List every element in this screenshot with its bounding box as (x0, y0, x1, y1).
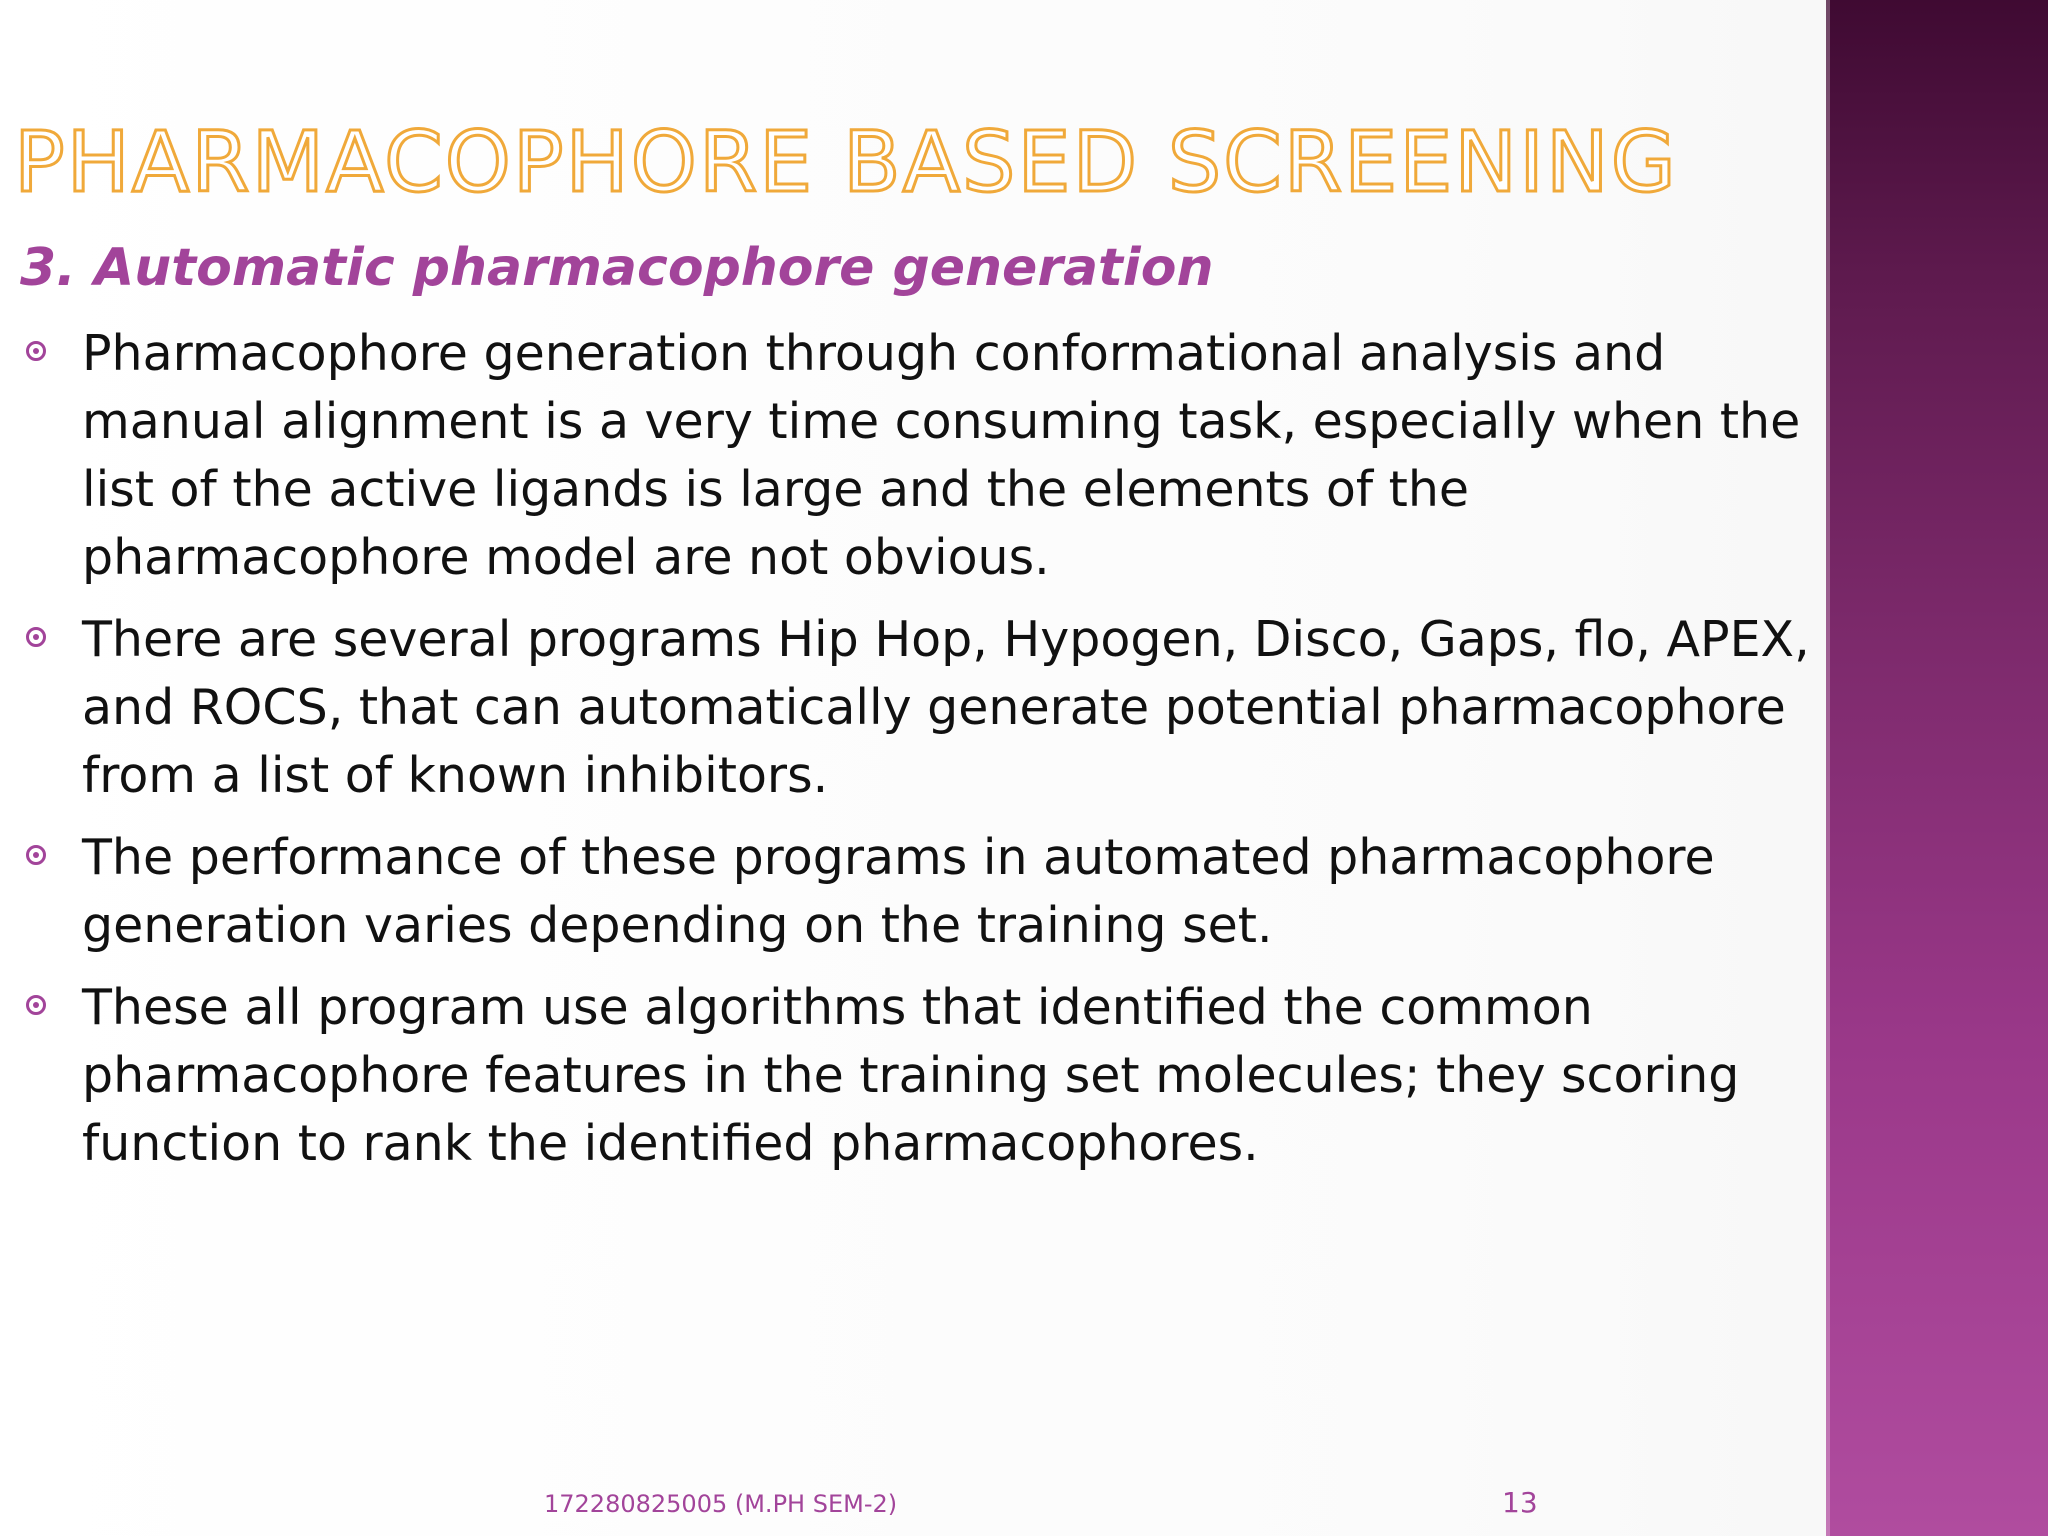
section-subtitle: 3. Automatic pharmacophore generation (20, 238, 1214, 298)
bullet-item (0, 320, 1810, 592)
bullet-list (0, 320, 1810, 1192)
slide-title: PHARMACOPHORE BASED SCREENING (14, 113, 1678, 211)
bullet-text: Pharmacophore generation through conformational analysis and manual alignment is a very time consuming task, especially when the list of the active ligands is large and the elements of the pharmacophore model are not obvious. (82, 325, 1801, 586)
bullet-icon (26, 845, 46, 865)
page-number: 13 (1502, 1486, 1538, 1519)
slide-footer: 172280825005 (M.PH SEM-2) (544, 1490, 898, 1518)
bullet-icon (26, 341, 46, 361)
bullet-item (0, 824, 1810, 960)
bullet-icon (26, 627, 46, 647)
decorative-side-bar (1826, 0, 2048, 1536)
bullet-text: The performance of these programs in automated pharmacophore generation varies depending on the training set. (82, 829, 1715, 954)
bullet-icon (26, 995, 46, 1015)
bullet-text: These all program use algorithms that identified the common pharmacophore features in the training set molecules; they scoring function to rank the identified pharmacophores. (82, 979, 1740, 1172)
bullet-item (0, 606, 1810, 810)
bullet-text: There are several programs Hip Hop, Hypogen, Disco, Gaps, flo, APEX, and ROCS, that can automatically generate potential pharmacophore from a list of known inhibitors. (82, 611, 1810, 804)
bullet-item (0, 974, 1810, 1178)
